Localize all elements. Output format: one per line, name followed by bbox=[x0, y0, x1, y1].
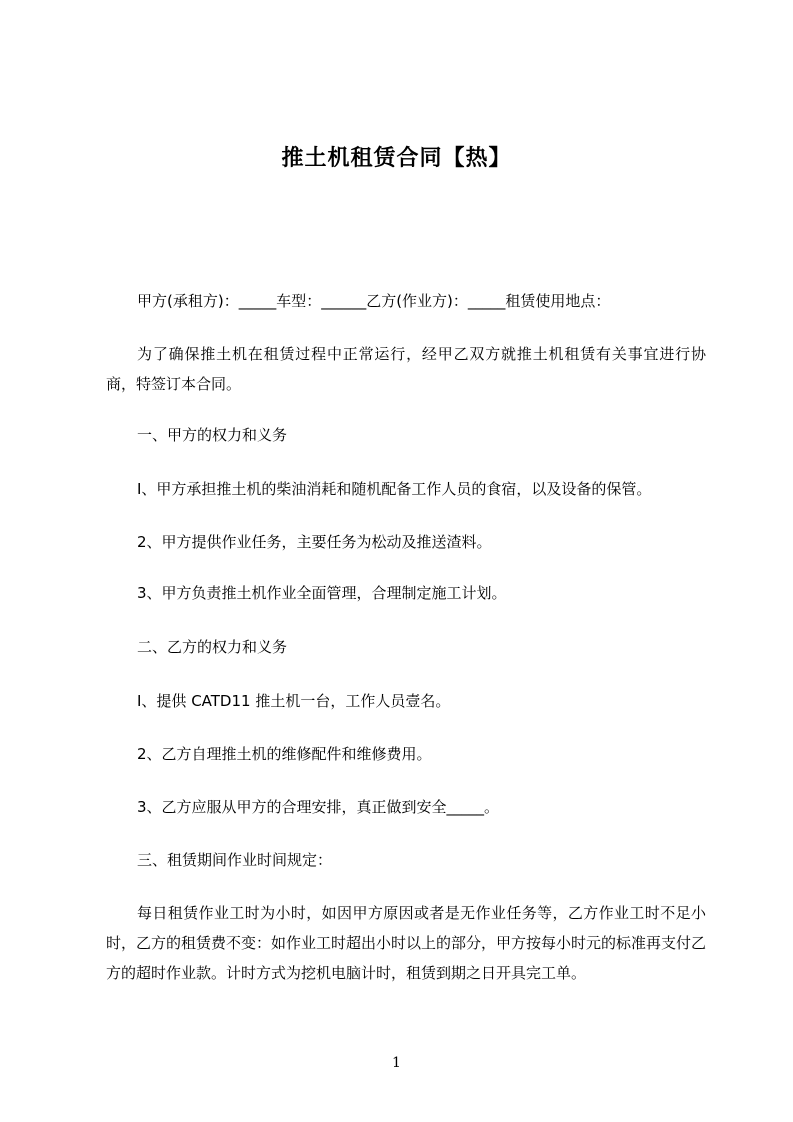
section2-heading: 二、乙方的权力和义务 bbox=[137, 638, 288, 656]
parties-line: 甲方(承租方)：_____车型：______乙方(作业方)：_____租赁使用地点： bbox=[137, 292, 611, 310]
section1-item-3: 3、甲方负责推土机作业全面管理，合理制定施工计划。 bbox=[137, 584, 507, 602]
intro-paragraph: 为了确保推土机在租赁过程中正常运行，经甲乙双方就推土机租赁有关事宜进行协商，特签订本合同。 bbox=[106, 345, 706, 393]
section1-item-1: I、甲方承担推土机的柴油消耗和随机配备工作人员的食宿，以及设备的保管。 bbox=[137, 480, 652, 498]
page-number: 1 bbox=[392, 1055, 401, 1071]
section1-heading: 一、甲方的权力和义务 bbox=[137, 426, 288, 444]
section3-heading: 三、租赁期间作业时间规定： bbox=[137, 851, 333, 869]
section2-item-2: 2、乙方自理推土机的维修配件和维修费用。 bbox=[137, 745, 432, 763]
section2-item-3: 3、乙方应服从甲方的合理安排，真正做到安全_____。 bbox=[137, 798, 500, 816]
document-title: 推土机租赁合同【热】 bbox=[281, 146, 512, 171]
section3-body: 每日租赁作业工时为小时，如因甲方原因或者是无作业任务等，乙方作业工时不足小时，乙方的租赁费不变：如作业工时超出小时以上的部分，甲方按每小时元的标准再支付乙方的超时作业款。计时方式为挖机电脑计时，租赁到期之日开具完工单。 bbox=[106, 904, 707, 982]
section2-item-1: I、提供 CATD11 推土机一台，工作人员壹名。 bbox=[137, 692, 451, 710]
section1-item-2: 2、甲方提供作业任务，主要任务为松动及推送渣料。 bbox=[137, 533, 492, 551]
